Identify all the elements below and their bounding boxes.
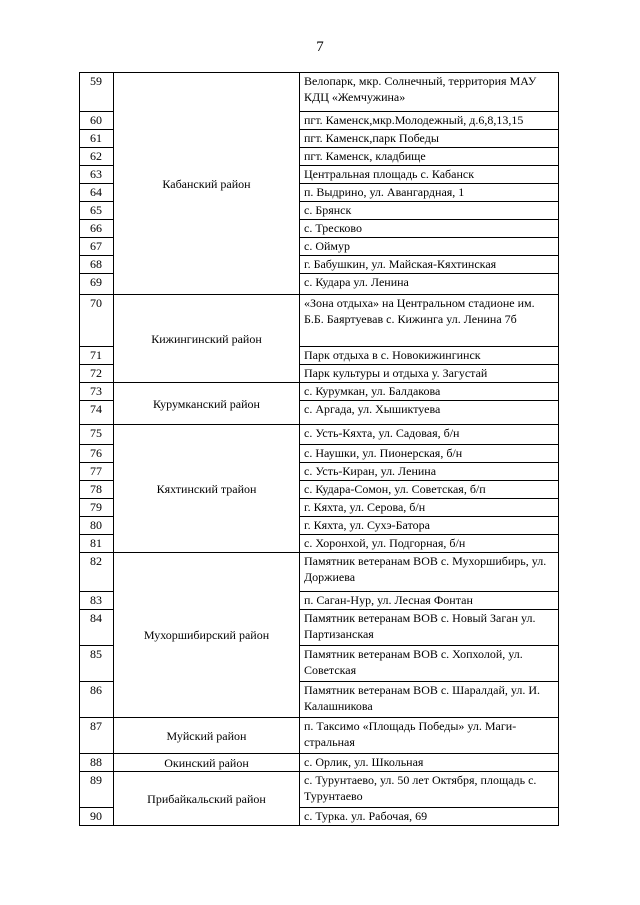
address-cell: с. Усть-Кяхта, ул. Садовая, б/н [300,425,559,445]
district-cell: Кижингинский район [114,295,300,383]
address-cell: п. Выдрино, ул. Авангардная, 1 [300,184,559,202]
row-number: 90 [80,808,114,826]
row-number: 83 [80,592,114,610]
district-cell: Прибайкальский район [114,772,300,826]
table-body [80,73,559,826]
table-row [80,295,559,347]
row-number: 70 [80,295,114,347]
address-cell: г. Кяхта, ул. Серова, б/н [300,499,559,517]
address-cell: пгт. Каменск,парк Победы [300,130,559,148]
district-cell: Кяхтинский трайон [114,425,300,553]
address-cell: с. Брянск [300,202,559,220]
address-cell: Памятник ветеранам ВОВ с. Хопхолой, ул. Советская [300,646,559,682]
row-number: 79 [80,499,114,517]
row-number: 61 [80,130,114,148]
table-row [80,754,559,772]
row-number: 68 [80,256,114,274]
row-number: 81 [80,535,114,553]
address-cell: Велопарк, мкр. Солнечный, территория МАУ КДЦ «Жемчужина» [300,73,559,112]
address-cell: с. Кудара-Сомон, ул. Советская, б/п [300,481,559,499]
address-cell: п. Саган-Нур, ул. Лесная Фонтан [300,592,559,610]
address-cell: с. Орлик, ул. Школьная [300,754,559,772]
row-number: 77 [80,463,114,481]
district-cell: Мухоршибирский район [114,553,300,718]
district-cell: Кабанский район [114,73,300,295]
district-cell: Окинский район [114,754,300,772]
row-number: 64 [80,184,114,202]
locations-table [79,72,559,826]
address-cell: Центральная площадь с. Кабанск [300,166,559,184]
address-cell: г. Кяхта, ул. Сухэ-Батора [300,517,559,535]
address-cell: г. Бабушкин, ул. Майская-Кяхтинская [300,256,559,274]
address-cell: пгт. Каменск,мкр.Молодежный, д.6,8,13,15 [300,112,559,130]
row-number: 62 [80,148,114,166]
address-cell: п. Таксимо «Площадь Победы» ул. Маги-стральная [300,718,559,754]
row-number: 84 [80,610,114,646]
district-cell: Курумканский район [114,383,300,425]
row-number: 80 [80,517,114,535]
row-number: 66 [80,220,114,238]
address-cell: Парк отдыха в с. Новокижингинск [300,347,559,365]
row-number: 88 [80,754,114,772]
district-cell: Муйский район [114,718,300,754]
table-row [80,553,559,592]
address-cell: Памятник ветеранам ВОВ с. Шаралдай, ул. И. Калашникова [300,682,559,718]
address-cell: «Зона отдыха» на Центральном стадионе им. Б.Б. Баяртуевав с. Кижинга ул. Ленина 7б [300,295,559,347]
address-cell: с. Турунтаево, ул. 50 лет Октября, площадь с. Турунтаево [300,772,559,808]
address-cell: с. Аргада, ул. Хышиктуева [300,401,559,425]
address-cell: с. Тресково [300,220,559,238]
row-number: 59 [80,73,114,112]
address-cell: Памятник ветеранам ВОВ с. Новый Заган ул. Партизанская [300,610,559,646]
table-row [80,383,559,401]
row-number: 60 [80,112,114,130]
row-number: 76 [80,445,114,463]
address-cell: Памятник ветеранам ВОВ с. Мухоршибирь, ул. Доржиева [300,553,559,592]
row-number: 87 [80,718,114,754]
table-row [80,772,559,808]
row-number: 71 [80,347,114,365]
address-cell: с. Наушки, ул. Пионерская, б/н [300,445,559,463]
row-number: 82 [80,553,114,592]
table-row [80,718,559,754]
row-number: 86 [80,682,114,718]
row-number: 85 [80,646,114,682]
address-cell: с. Турка. ул. Рабочая, 69 [300,808,559,826]
address-cell: с. Кудара ул. Ленина [300,274,559,295]
address-cell: с. Курумкан, ул. Балдакова [300,383,559,401]
table-row [80,425,559,445]
address-cell: с. Усть-Киран, ул. Ленина [300,463,559,481]
row-number: 75 [80,425,114,445]
page-number: 7 [316,39,324,55]
address-cell: с. Хоронхой, ул. Подгорная, б/н [300,535,559,553]
row-number: 67 [80,238,114,256]
table-row [80,73,559,112]
row-number: 73 [80,383,114,401]
address-cell: пгт. Каменск, кладбище [300,148,559,166]
row-number: 65 [80,202,114,220]
row-number: 78 [80,481,114,499]
row-number: 74 [80,401,114,425]
row-number: 89 [80,772,114,808]
address-cell: Парк культуры и отдыха у. Загустай [300,365,559,383]
row-number: 72 [80,365,114,383]
address-cell: с. Оймур [300,238,559,256]
row-number: 63 [80,166,114,184]
row-number: 69 [80,274,114,295]
